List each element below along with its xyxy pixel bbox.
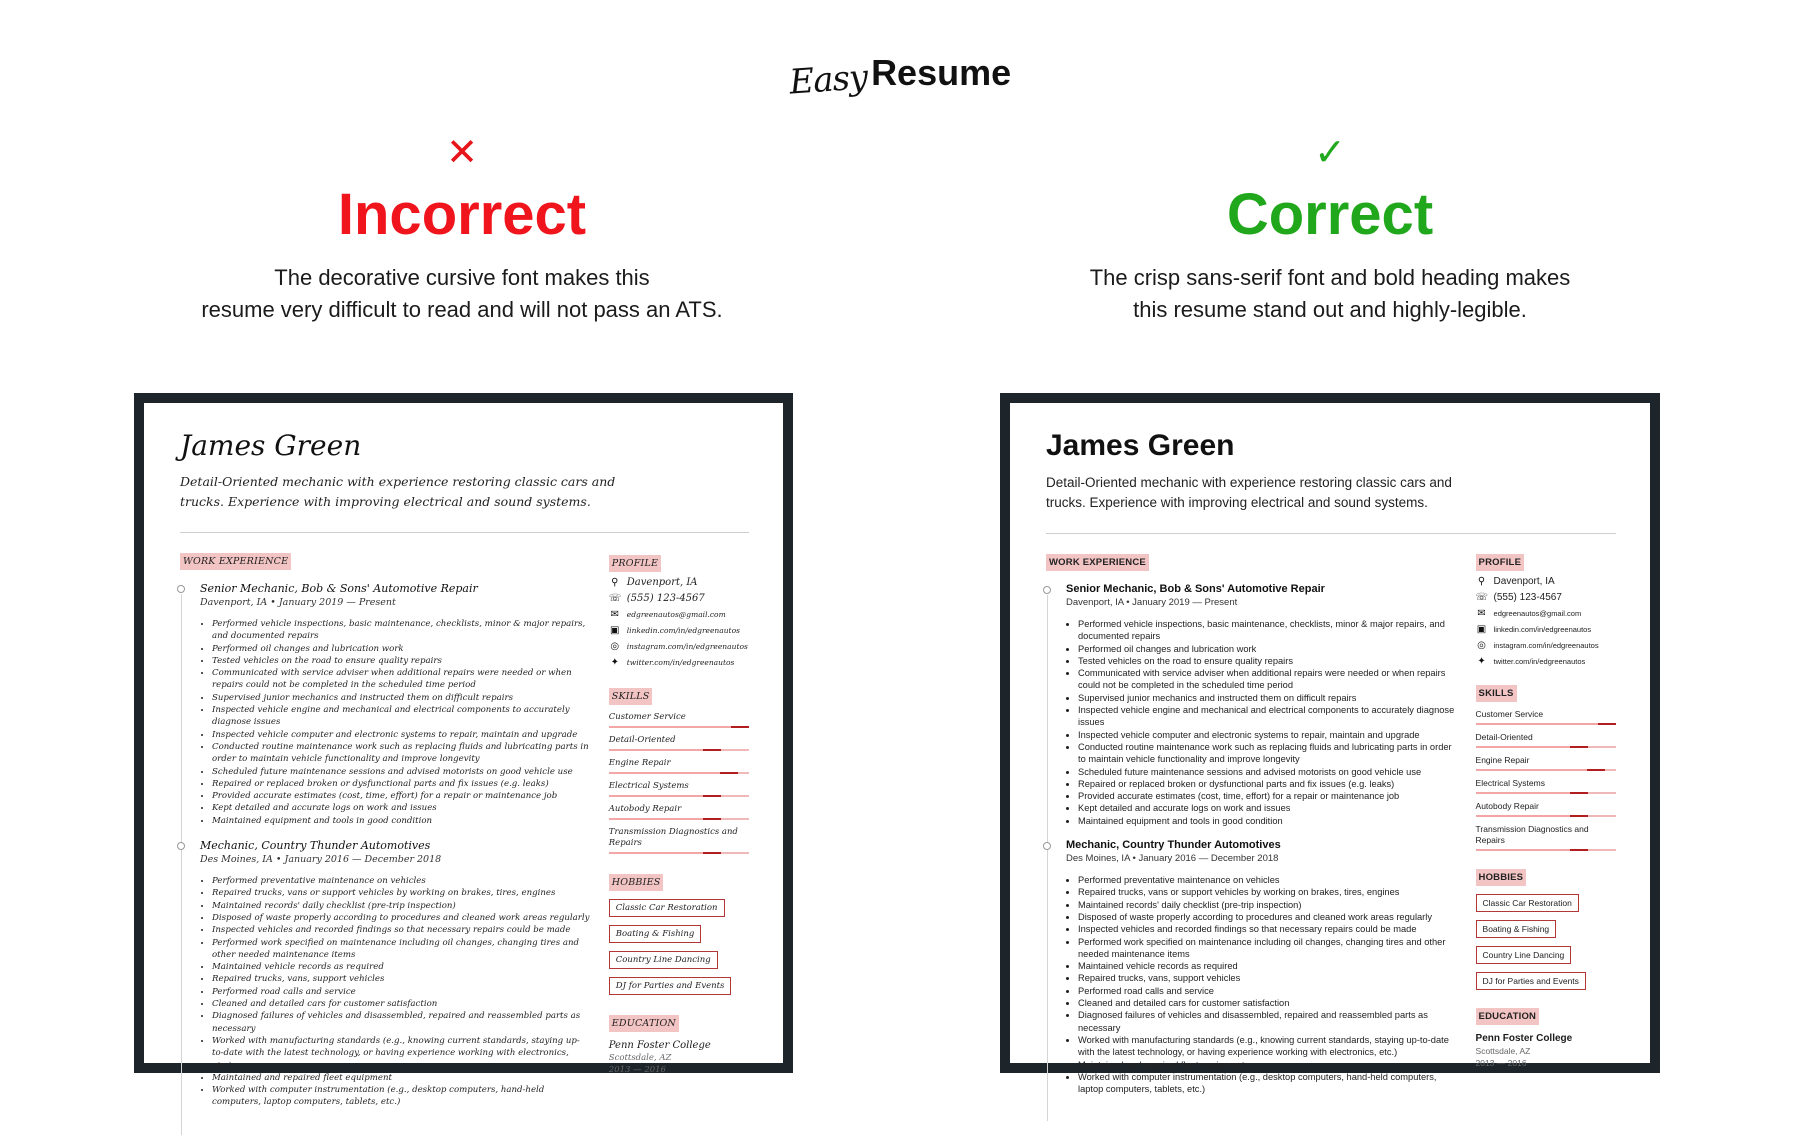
resume-name: James Green <box>180 429 362 462</box>
location-text: Davenport, IA <box>626 577 698 588</box>
skill-level-marker <box>703 749 721 751</box>
mail-icon: ✉ <box>610 609 619 620</box>
education-heading: EDUCATION <box>609 1015 679 1032</box>
skill-item <box>609 804 749 820</box>
easy-resume-logo <box>0 52 1800 103</box>
job-bullet: • Supervised junior mechanics and instructed them on difficult repairs <box>1078 692 1458 704</box>
email-row <box>609 609 749 620</box>
education-section <box>1476 1006 1616 1068</box>
job-bullet: • Performed vehicle inspections, basic maintenance, checklists, minor & major repairs, and documented repairs <box>212 618 591 643</box>
instagram-text: instagram.com/in/edgreenautos <box>1493 641 1599 650</box>
skill-level-marker <box>703 852 721 854</box>
instagram-text: instagram.com/in/edgreenautos <box>626 642 748 651</box>
mail-icon: ✉ <box>1477 608 1486 619</box>
twitter-row <box>609 657 749 668</box>
linkedin-text: linkedin.com/in/edgreenautos <box>626 626 740 635</box>
job-bullet: • Repaired trucks, vans or support vehicles by working on brakes, tires, engines <box>212 887 591 899</box>
skill-name: Electrical Systems <box>1475 778 1545 788</box>
job-bullet: • Disposed of waste properly according to procedures and cleaned work areas regularly <box>212 912 591 924</box>
profile-section <box>609 551 749 668</box>
job-bullet: • Cleaned and detailed cars for customer satisfaction <box>1078 997 1458 1009</box>
job-bullet: • Inspected vehicle computer and electronic systems to repair, maintain and upgrade <box>1078 729 1458 741</box>
job-entry <box>180 839 591 1109</box>
skill-level-fill <box>1476 769 1605 771</box>
job-bullet: • Performed work specified on maintenance including oil changes, changing tires and other needed maintenance items <box>1078 936 1458 961</box>
email-text: edgreenautos@gmail.com <box>626 610 726 619</box>
job-bullet: • Inspected vehicle engine and mechanical and electrical components to accurately diagnose issues <box>212 704 591 729</box>
logo-resume: Resume <box>871 52 1012 93</box>
phone-row <box>609 593 749 604</box>
skill-level-marker <box>1587 769 1605 771</box>
skill-item <box>1476 778 1616 794</box>
job-bullets <box>212 875 591 1109</box>
school-dates: 2013 — 2016 <box>1475 1058 1527 1068</box>
job-bullet: • Performed vehicle inspections, basic maintenance, checklists, minor & major repairs, and documented repairs <box>1078 618 1458 643</box>
instagram-row <box>609 641 749 652</box>
email-text: edgreenautos@gmail.com <box>1493 609 1582 618</box>
twitter-row <box>1476 656 1616 667</box>
job-entry <box>1046 839 1458 1095</box>
job-bullet: • Performed work specified on maintenance including oil changes, changing tires and other needed maintenance items <box>212 937 591 962</box>
job-bullet: • Inspected vehicles and recorded findings so that necessary repairs could be made <box>212 924 591 936</box>
job-bullet: • Repaired trucks, vans, support vehicles <box>212 973 591 985</box>
job-bullet: • Conducted routine maintenance work such as replacing fluids and lubricating parts in order to maintain vehicle functionality and improve longevity <box>212 741 591 766</box>
skill-item <box>609 781 749 797</box>
skill-item <box>1476 732 1616 748</box>
timeline-dot <box>177 585 185 593</box>
hobby-list <box>609 899 749 995</box>
skill-name: Detail-Oriented <box>608 735 676 745</box>
incorrect-column <box>12 130 912 326</box>
job-bullet: • Maintained and repaired fleet equipment <box>1078 1059 1458 1071</box>
skills-heading: SKILLS <box>1476 685 1517 702</box>
job-meta: Davenport, IA • January 2019 — Present <box>1066 597 1238 608</box>
skill-name: Engine Repair <box>608 758 671 768</box>
skill-level-bar <box>609 726 749 728</box>
school-dates: 2013 — 2016 <box>608 1065 666 1075</box>
profile-section <box>1476 552 1616 667</box>
correct-desc-line: this resume stand out and highly-legible. <box>1133 297 1527 322</box>
correct-description <box>880 262 1780 326</box>
phone-text: (555) 123-4567 <box>1493 592 1562 603</box>
correct-desc-line: The crisp sans-serif font and bold heading makes <box>1089 265 1571 290</box>
incorrect-description <box>12 262 912 326</box>
job-entry <box>180 582 591 827</box>
skill-level-bar <box>609 795 749 797</box>
skill-level-bar <box>1476 723 1616 725</box>
linkedin-row <box>1476 624 1616 635</box>
profile-heading: PROFILE <box>1476 554 1525 571</box>
logo-easy: Easy <box>787 57 869 103</box>
hobby-chip: Classic Car Restoration <box>1476 894 1579 912</box>
linkedin-icon: ▣ <box>1476 624 1487 635</box>
hobbies-heading: HOBBIES <box>1476 869 1527 886</box>
resume-summary: Detail-Oriented mechanic with experience restoring classic cars and trucks. Experience with improving electrical and sound systems. <box>1046 475 1452 510</box>
skill-level-marker <box>1570 815 1588 817</box>
job-meta: Davenport, IA • January 2019 — Present <box>200 597 396 608</box>
work-column <box>1046 552 1472 1095</box>
incorrect-resume-frame <box>134 393 793 1108</box>
school-location: Scottsdale, AZ <box>608 1053 672 1063</box>
job-bullet: • Supervised junior mechanics and instructed them on difficult repairs <box>212 692 591 704</box>
skill-item <box>609 827 749 854</box>
skills-section <box>1476 683 1616 851</box>
job-bullet: • Kept detailed and accurate logs on work and issues <box>212 802 591 814</box>
skill-list <box>609 712 749 854</box>
job-bullet: • Kept detailed and accurate logs on work and issues <box>1078 802 1458 814</box>
skill-level-bar <box>1476 849 1616 851</box>
skill-level-bar <box>1476 815 1616 817</box>
hobby-chip: DJ for Parties and Events <box>609 977 732 995</box>
job-bullet: • Performed road calls and service <box>212 986 591 998</box>
location-text: Davenport, IA <box>1493 576 1555 587</box>
linkedin-icon: ▣ <box>610 625 620 636</box>
twitter-text: twitter.com/in/edgreenautos <box>626 658 735 667</box>
resume-name: James Green <box>1046 429 1235 462</box>
skill-level-bar <box>609 818 749 820</box>
skill-level-marker <box>703 818 721 820</box>
skill-level-bar <box>1476 746 1616 748</box>
instagram-row <box>1476 640 1616 651</box>
job-bullet: • Maintained equipment and tools in good condition <box>212 815 591 827</box>
timeline-line <box>181 851 182 1135</box>
job-bullet: • Worked with manufacturing standards (e.g., knowing current standards, staying up-to-date with the latest technology, or having experience working with electronics, etc.) <box>212 1035 591 1072</box>
phone-row <box>1476 592 1616 603</box>
job-bullet: • Performed road calls and service <box>1078 985 1458 997</box>
job-bullet: • Worked with manufacturing standards (e.g., knowing current standards, staying up-to-date with the latest technology, or having experience working with electronics, etc.) <box>1078 1034 1458 1059</box>
hobbies-section <box>609 870 749 995</box>
skill-level-marker <box>703 795 721 797</box>
location-row <box>1476 576 1616 587</box>
skill-name: Detail-Oriented <box>1475 732 1533 742</box>
skill-item <box>609 735 749 751</box>
school-name: Penn Foster College <box>608 1040 711 1051</box>
hobby-chip: Classic Car Restoration <box>609 899 725 917</box>
job-bullet: • Cleaned and detailed cars for customer satisfaction <box>212 998 591 1010</box>
job-bullet: • Performed preventative maintenance on vehicles <box>212 875 591 887</box>
skills-heading: SKILLS <box>609 688 653 705</box>
twitter-icon: ✦ <box>610 657 619 668</box>
skill-level-marker <box>1570 792 1588 794</box>
skill-name: Engine Repair <box>1475 755 1530 765</box>
incorrect-desc-line: resume very difficult to read and will not pass an ATS. <box>201 297 723 322</box>
skill-level-marker <box>731 726 749 728</box>
job-bullets <box>1078 618 1458 827</box>
instagram-icon: ◎ <box>610 641 620 652</box>
job-bullet: • Worked with computer instrumentation (e.g., desktop computers, hand-held computers, laptop computers, tablets, etc.) <box>1078 1071 1458 1096</box>
school-name: Penn Foster College <box>1475 1033 1573 1044</box>
job-bullet: • Disposed of waste properly according to procedures and cleaned work areas regularly <box>1078 911 1458 923</box>
skills-section <box>609 684 749 854</box>
hobbies-section <box>1476 867 1616 990</box>
skill-item <box>1476 755 1616 771</box>
skill-name: Transmission Diagnostics and Repairs <box>1475 824 1589 845</box>
side-column <box>609 551 749 1109</box>
timeline-dot <box>1043 842 1051 850</box>
side-column <box>1476 552 1616 1095</box>
resume-summary: Detail-Oriented mechanic with experience restoring classic cars and trucks. Experience with improving electrical and sound systems. <box>180 474 616 509</box>
skill-level-fill <box>609 772 738 774</box>
profile-heading: PROFILE <box>609 555 661 572</box>
skill-item <box>1476 709 1616 725</box>
job-bullet: • Provided accurate estimates (cost, time, effort) for a repair or maintenance job <box>212 790 591 802</box>
hobby-chip: Country Line Dancing <box>1476 946 1572 964</box>
skill-level-bar <box>609 852 749 854</box>
skill-level-marker <box>720 772 738 774</box>
timeline-line <box>1047 595 1048 853</box>
skill-level-marker <box>1570 746 1588 748</box>
email-row <box>1476 608 1616 619</box>
job-bullets <box>1078 874 1458 1095</box>
divider <box>180 532 749 533</box>
job-bullet: • Repaired trucks, vans, support vehicles <box>1078 972 1458 984</box>
work-experience-heading: WORK EXPERIENCE <box>1046 554 1149 571</box>
instagram-icon: ◎ <box>1477 640 1486 651</box>
job-bullet: • Conducted routine maintenance work such as replacing fluids and lubricating parts in order to maintain vehicle functionality and improve longevity <box>1078 741 1458 766</box>
correct-column <box>880 130 1780 326</box>
job-bullet: • Repaired or replaced broken or dysfunctional parts and fix issues (e.g. leaks) <box>212 778 591 790</box>
skill-item <box>609 758 749 774</box>
skill-name: Transmission Diagnostics and Repairs <box>608 827 738 848</box>
skill-level-fill <box>1476 723 1616 725</box>
timeline-dot <box>177 842 185 850</box>
location-pin-icon: ⚲ <box>1477 576 1486 587</box>
linkedin-text: linkedin.com/in/edgreenautos <box>1493 625 1592 634</box>
twitter-icon: ✦ <box>1477 656 1486 667</box>
job-bullet: • Maintained records' daily checklist (pre-trip inspection) <box>212 900 591 912</box>
skill-level-fill <box>609 726 749 728</box>
skill-level-marker <box>1570 849 1588 851</box>
job-bullet: • Performed oil changes and lubrication work <box>1078 643 1458 655</box>
work-column <box>180 551 605 1109</box>
skill-level-bar <box>609 749 749 751</box>
correct-heading: Correct <box>1226 182 1434 247</box>
skill-item <box>1476 801 1616 817</box>
skill-name: Customer Service <box>1475 709 1544 719</box>
job-bullet: • Provided accurate estimates (cost, time, effort) for a repair or maintenance job <box>1078 790 1458 802</box>
job-bullet: • Diagnosed failures of vehicles and disassembled, repaired and reassembled parts as necessary <box>212 1010 591 1035</box>
skill-level-bar <box>1476 769 1616 771</box>
job-bullet: • Repaired or replaced broken or dysfunctional parts and fix issues (e.g. leaks) <box>1078 778 1458 790</box>
job-bullet: • Performed oil changes and lubrication work <box>212 643 591 655</box>
check-icon: ✓ <box>1314 130 1346 174</box>
job-bullet: • Inspected vehicle engine and mechanical and electrical components to accurately diagnose issues <box>1078 704 1458 729</box>
incorrect-heading: Incorrect <box>337 182 587 247</box>
work-experience-heading: WORK EXPERIENCE <box>180 553 291 570</box>
timeline-line <box>1047 851 1048 1121</box>
skill-level-marker <box>1598 723 1616 725</box>
skill-list <box>1476 709 1616 851</box>
school-location: Scottsdale, AZ <box>1475 1046 1531 1056</box>
resume-columns <box>180 551 749 1109</box>
job-title: Mechanic, Country Thunder Automotives <box>200 839 431 853</box>
skill-name: Autobody Repair <box>608 804 682 814</box>
resume-paper <box>144 403 783 1108</box>
job-bullet: • Inspected vehicles and recorded findings so that necessary repairs could be made <box>1078 923 1458 935</box>
location-row <box>609 577 749 588</box>
hobby-chip: Country Line Dancing <box>609 951 718 969</box>
job-bullet: • Performed preventative maintenance on vehicles <box>1078 874 1458 886</box>
hobbies-heading: HOBBIES <box>609 874 664 891</box>
job-bullet: • Maintained equipment and tools in good condition <box>1078 815 1458 827</box>
skill-name: Electrical Systems <box>608 781 689 791</box>
hobby-chip: DJ for Parties and Events <box>1476 972 1586 990</box>
hobby-chip: Boating & Fishing <box>609 925 702 943</box>
job-bullet: • Scheduled future maintenance sessions and advised motorists on good vehicle use <box>212 766 591 778</box>
job-meta: Des Moines, IA • January 2016 — December 2018 <box>1066 853 1279 865</box>
job-bullet: • Maintained records' daily checklist (pre-trip inspection) <box>1078 899 1458 911</box>
job-bullet: • Maintained vehicle records as required <box>212 961 591 973</box>
skill-item <box>1476 824 1616 851</box>
job-meta: Des Moines, IA • January 2016 — December 2018 <box>200 854 442 866</box>
skill-name: Customer Service <box>608 712 686 722</box>
job-bullet: • Tested vehicles on the road to ensure quality repairs <box>212 655 591 667</box>
correct-resume-frame <box>1000 393 1660 1095</box>
linkedin-row <box>609 625 749 636</box>
resume-columns <box>1046 552 1616 1095</box>
skill-item <box>609 712 749 728</box>
timeline-line <box>181 594 182 853</box>
job-bullet: • Communicated with service adviser when additional repairs were needed or when repairs could not be completed in the scheduled time period <box>212 667 591 692</box>
job-bullet: • Scheduled future maintenance sessions and advised motorists on good vehicle use <box>1078 766 1458 778</box>
education-heading: EDUCATION <box>1476 1008 1540 1025</box>
hobby-chip: Boating & Fishing <box>1476 920 1557 938</box>
phone-icon: ☏ <box>608 593 622 604</box>
job-bullet: • Inspected vehicle computer and electronic systems to repair, maintain and upgrade <box>212 729 591 741</box>
location-pin-icon: ⚲ <box>611 577 619 588</box>
skill-level-bar <box>609 772 749 774</box>
skill-level-bar <box>1476 792 1616 794</box>
job-title: Senior Mechanic, Bob & Sons' Automotive Repair <box>1066 583 1325 595</box>
job-list <box>1046 583 1458 1095</box>
job-bullet: • Worked with computer instrumentation (e.g., desktop computers, hand-held computers, laptop computers, tablets, etc.) <box>212 1084 591 1109</box>
twitter-text: twitter.com/in/edgreenautos <box>1493 657 1586 666</box>
job-bullet: • Repaired trucks, vans or support vehicles by working on brakes, tires, engines <box>1078 886 1458 898</box>
phone-text: (555) 123-4567 <box>626 593 705 604</box>
divider <box>1046 533 1616 534</box>
skill-name: Autobody Repair <box>1475 801 1539 811</box>
job-bullet: • Maintained vehicle records as required <box>1078 960 1458 972</box>
hobby-list <box>1476 894 1616 990</box>
job-title: Mechanic, Country Thunder Automotives <box>1066 839 1281 852</box>
job-list <box>180 582 591 1109</box>
job-bullet: • Diagnosed failures of vehicles and disassembled, repaired and reassembled parts as necessary <box>1078 1009 1458 1034</box>
job-bullet: • Maintained and repaired fleet equipment <box>212 1072 591 1084</box>
timeline-dot <box>1043 586 1051 594</box>
job-bullet: • Communicated with service adviser when additional repairs were needed or when repairs could not be completed in the scheduled time period <box>1078 667 1458 692</box>
incorrect-desc-line: The decorative cursive font makes this <box>274 265 650 290</box>
cross-icon: ✕ <box>446 130 478 174</box>
job-title: Senior Mechanic, Bob & Sons' Automotive Repair <box>200 582 478 595</box>
job-bullet: • Tested vehicles on the road to ensure quality repairs <box>1078 655 1458 667</box>
education-section <box>609 1011 749 1075</box>
resume-paper <box>1010 403 1650 1095</box>
phone-icon: ☏ <box>1475 592 1489 603</box>
job-entry <box>1046 583 1458 827</box>
job-bullets <box>212 618 591 827</box>
